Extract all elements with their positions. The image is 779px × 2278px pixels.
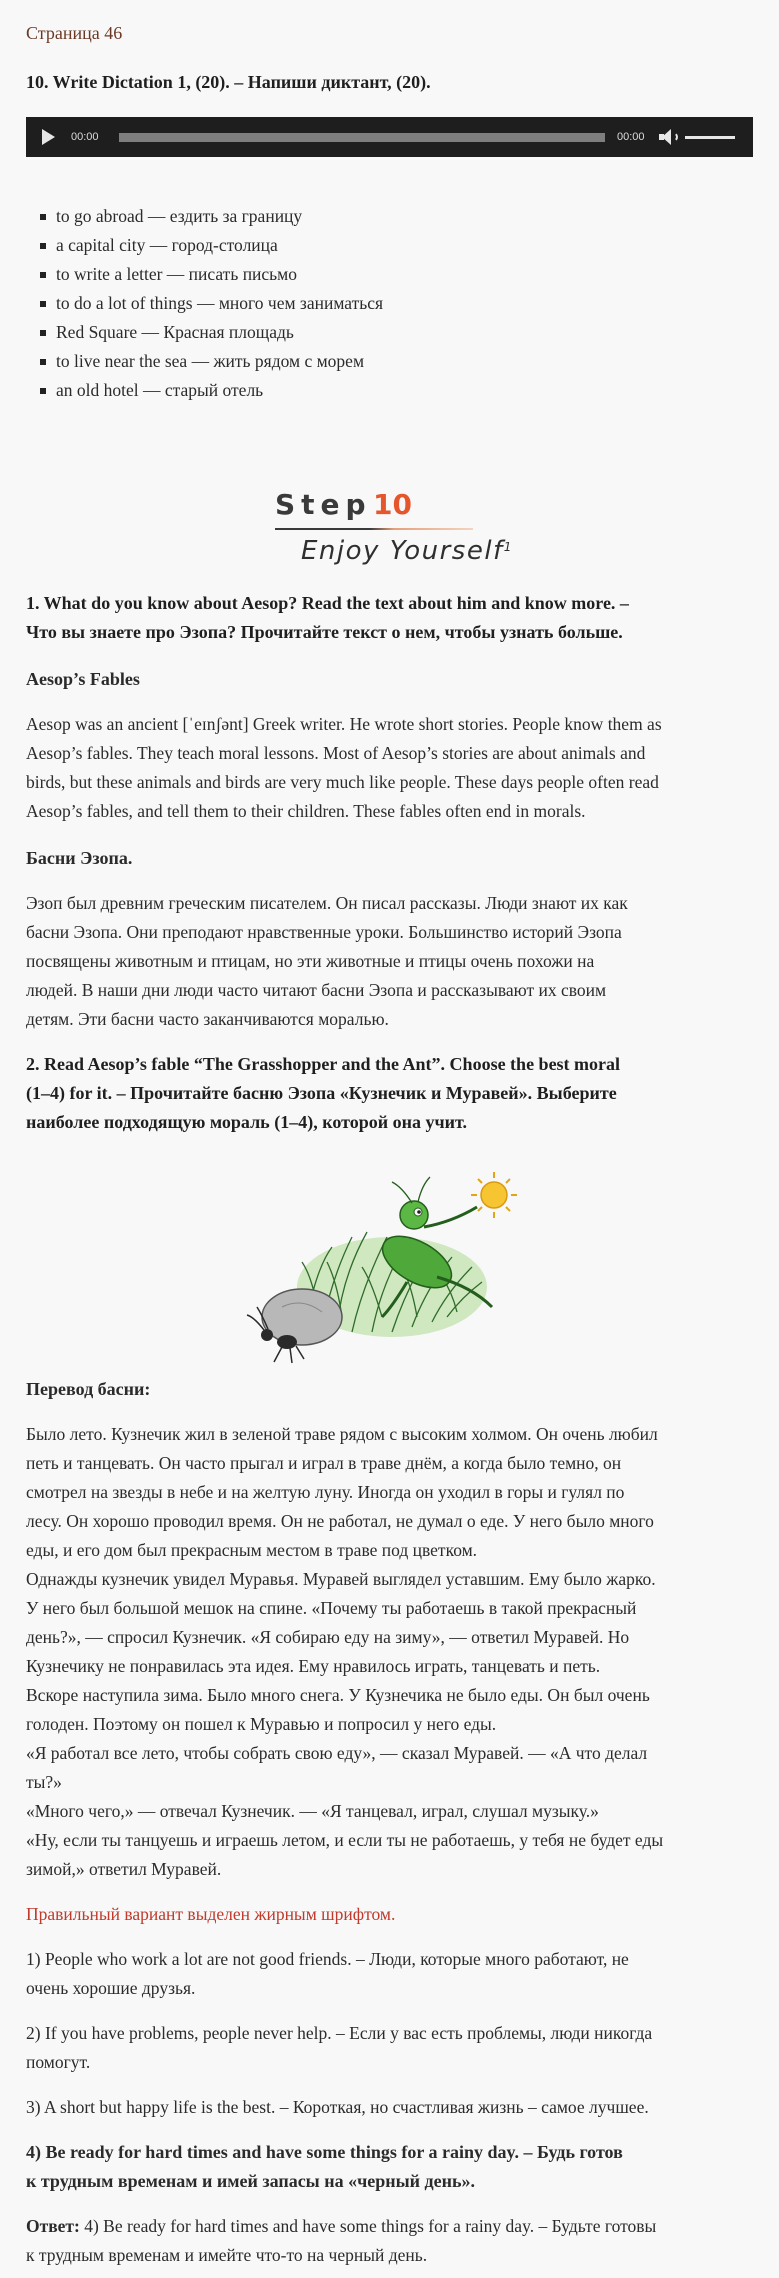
list-item: a capital city — город-столица bbox=[56, 231, 753, 260]
fables-text-en bbox=[26, 710, 753, 826]
text-line: день?», — спросил Кузнечик. «Я собираю еду на зиму», — ответил Муравей. Но bbox=[26, 1627, 630, 1647]
text-line: посвящены животным и птицам, но эти животные и птицы очень похожи на bbox=[26, 951, 595, 971]
text-line: «Ну, если ты танцуешь и играешь летом, и если ты не работаешь, у тебя не будет еды bbox=[26, 1830, 664, 1850]
question-1-line: Что вы знаете про Эзопа? Прочитайте текст о нем, чтобы узнать больше. bbox=[26, 622, 623, 642]
fables-title-en: Aesop’s Fables bbox=[26, 669, 140, 689]
text-line: Кузнечику не понравилась эта идея. Ему нравилось играть, танцевать и петь. bbox=[26, 1656, 601, 1676]
text-line: ты?» bbox=[26, 1772, 62, 1792]
text-line: 4) Be ready for hard times and have some things for a rainy day. – Будьте готовы bbox=[79, 2216, 657, 2236]
text-line: Aesop’s fables, and tell them to their children. These fables often end in morals. bbox=[26, 801, 586, 821]
text-line: Aesop’s fables. They teach moral lessons. Most of Aesop’s stories are about animals and bbox=[26, 743, 646, 763]
text-line: «Я работал все лето, чтобы собрать свою еду», — сказал Муравей. — «А что делал bbox=[26, 1743, 648, 1763]
question-2-line: наиболее подходящую мораль (1–4), которой она учит. bbox=[26, 1112, 467, 1132]
audio-progress-bar[interactable] bbox=[119, 133, 605, 142]
list-item: to write a letter — писать письмо bbox=[56, 260, 753, 289]
list-item: to go abroad — ездить за границу bbox=[56, 202, 753, 231]
story-translation bbox=[26, 1420, 753, 1884]
text-line: басни Эзопа. Они преподают нравственные уроки. Большинство историй Эзопа bbox=[26, 922, 622, 942]
question-2 bbox=[26, 1050, 753, 1137]
text-line: лесу. Он хорошо проводил время. Он не работал, не думал о еде. У него было много bbox=[26, 1511, 654, 1531]
audio-current-time: 00:00 bbox=[71, 130, 99, 143]
text-line: Aesop was an ancient [ˈeɪnʃənt] Greek writer. He wrote short stories. People know them as bbox=[26, 714, 662, 734]
text-line: очень хорошие друзья. bbox=[26, 1978, 196, 1998]
step-word: Step bbox=[275, 488, 372, 521]
volume-slider[interactable] bbox=[685, 136, 735, 139]
text-line: зимой,» ответил Муравей. bbox=[26, 1859, 222, 1879]
text-line: 2) If you have problems, people never help. – Если у вас есть проблемы, люди никогда bbox=[26, 2023, 653, 2043]
vocab-list bbox=[26, 202, 753, 405]
illustration-image bbox=[242, 1167, 532, 1367]
task-10-title: 10. Write Dictation 1, (20). – Напиши диктант, (20). bbox=[26, 72, 431, 92]
correct-answer-note: Правильный вариант выделен жирным шрифтом. bbox=[26, 1904, 396, 1924]
text-line: Было лето. Кузнечик жил в зеленой траве рядом с высоким холмом. Он очень любил bbox=[26, 1424, 658, 1444]
text-line: помогут. bbox=[26, 2052, 91, 2072]
audio-duration: 00:00 bbox=[617, 130, 645, 143]
text-line: Однажды кузнечик увидел Муравья. Муравей выглядел уставшим. Ему было жарко. bbox=[26, 1569, 656, 1589]
text-line: детям. Эти басни часто заканчиваются моралью. bbox=[26, 1009, 389, 1029]
text-line: еды, и его дом был прекрасным местом в траве под цветком. bbox=[26, 1540, 478, 1560]
list-item: to do a lot of things — много чем заниматься bbox=[56, 289, 753, 318]
text-line: birds, but these animals and birds are very much like people. These days people often read bbox=[26, 772, 659, 792]
text-line: 4) Be ready for hard times and have some things for a rainy day. – Будь готов bbox=[26, 2142, 623, 2162]
fables-title-ru: Басни Эзопа. bbox=[26, 848, 133, 868]
text-line: Эзоп был древним греческим писателем. Он писал рассказы. Люди знают их как bbox=[26, 893, 628, 913]
step-subtitle bbox=[301, 534, 513, 568]
step-underline bbox=[275, 528, 473, 530]
text-line: к трудным временам и имейте что-то на черный день. bbox=[26, 2245, 428, 2265]
text-line: людей. В наши дни люди часто читают басни Эзопа и рассказывают их своим bbox=[26, 980, 607, 1000]
audio-player bbox=[26, 117, 753, 157]
answer-label: Ответ: bbox=[26, 2216, 80, 2236]
list-item: to live near the sea — жить рядом с морем bbox=[56, 347, 753, 376]
step-banner bbox=[26, 487, 753, 573]
step-subtitle-text: Enjoy Yourself bbox=[301, 536, 504, 566]
text-line: У него был большой мешок на спине. «Почему ты работаешь в такой прекрасный bbox=[26, 1598, 637, 1618]
question-1 bbox=[26, 589, 753, 647]
step-footnote: 1 bbox=[503, 540, 513, 554]
option-4-correct bbox=[26, 2138, 753, 2196]
answer bbox=[26, 2212, 753, 2270]
grasshopper-ant-illustration bbox=[26, 1167, 753, 1367]
translation-title: Перевод басни: bbox=[26, 1379, 151, 1399]
question-2-line: 2. Read Aesop’s fable “The Grasshopper and the Ant”. Choose the best moral bbox=[26, 1054, 621, 1074]
option-2 bbox=[26, 2019, 753, 2077]
play-icon[interactable] bbox=[42, 129, 55, 145]
text-line: петь и танцевать. Он часто прыгал и играл в траве днём, а когда было темно, он bbox=[26, 1453, 622, 1473]
option-1 bbox=[26, 1945, 753, 2003]
fables-text-ru bbox=[26, 889, 753, 1034]
text-line: Вскоре наступила зима. Было много снега. У Кузнечика не было еды. Он был очень bbox=[26, 1685, 650, 1705]
question-1-line: 1. What do you know about Aesop? Read the text about him and know more. – bbox=[26, 593, 629, 613]
list-item: Red Square — Красная площадь bbox=[56, 318, 753, 347]
option-3: 3) A short but happy life is the best. – Короткая, но счастливая жизнь – самое лучшее. bbox=[26, 2097, 649, 2117]
step-number: 10 bbox=[373, 488, 412, 521]
list-item: an old hotel — старый отель bbox=[56, 376, 753, 405]
text-line: голоден. Поэтому он пошел к Муравью и попросил у него еды. bbox=[26, 1714, 497, 1734]
text-line: 1) People who work a lot are not good friends. – Люди, которые много работают, не bbox=[26, 1949, 629, 1969]
text-line: «Много чего,» — отвечал Кузнечик. — «Я танцевал, играл, слушал музыку.» bbox=[26, 1801, 599, 1821]
text-line: к трудным временам и имей запасы на «черный день». bbox=[26, 2171, 476, 2191]
text-line: смотрел на звезды в небе и на желтую луну. Иногда он уходил в горы и гулял по bbox=[26, 1482, 625, 1502]
volume-icon[interactable] bbox=[659, 129, 677, 145]
page-number: Страница 46 bbox=[26, 23, 123, 43]
question-2-line: (1–4) for it. – Прочитайте басню Эзопа «Кузнечик и Муравей». Выберите bbox=[26, 1083, 617, 1103]
